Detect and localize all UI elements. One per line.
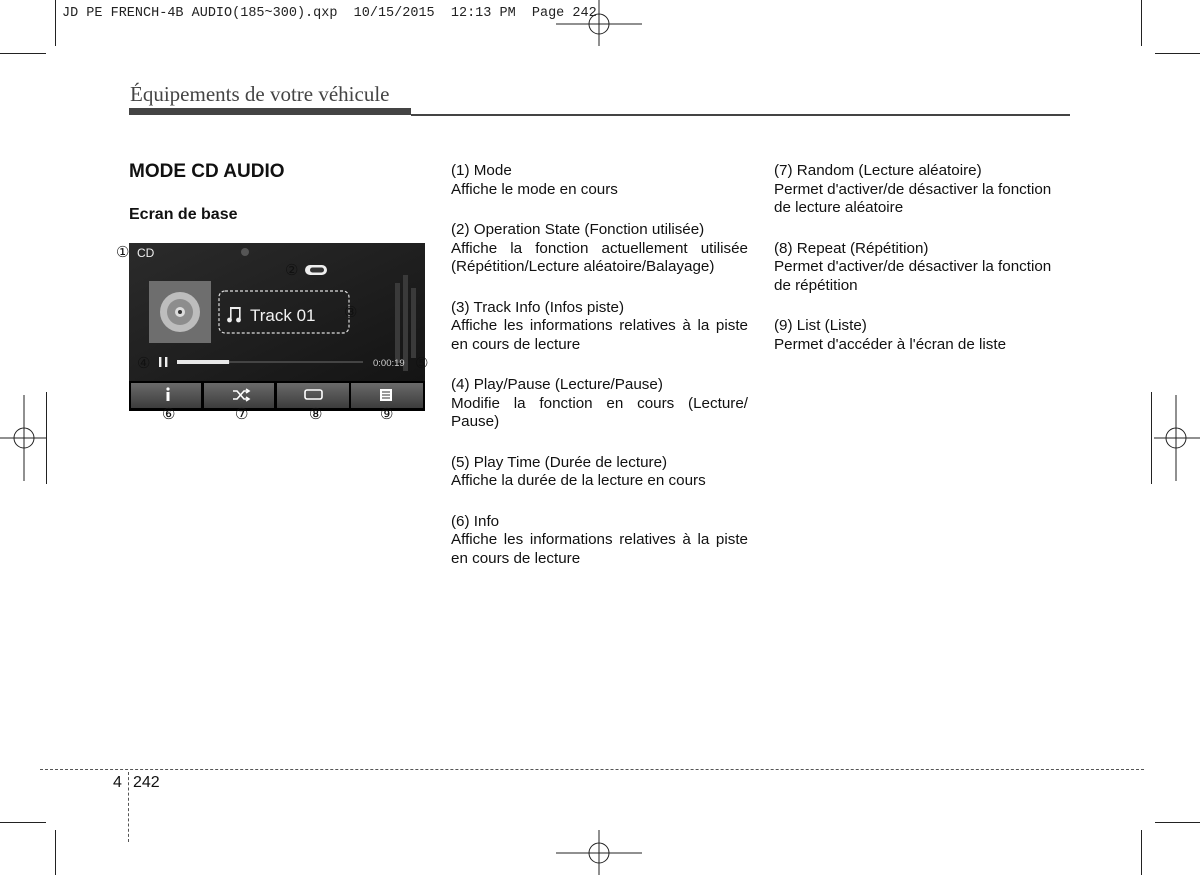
- cd-screen-illustration: [129, 243, 425, 411]
- item-desc: Modifie la fonction en cours (Lecture/ Pause): [451, 394, 748, 430]
- info-button: [131, 383, 201, 408]
- item-title: (3) Track Info (Infos piste): [451, 298, 625, 316]
- callout-2: ②: [285, 262, 299, 279]
- callout-5: ⑤: [415, 355, 429, 372]
- page-number: 242: [133, 774, 160, 791]
- item-desc: Affiche la durée de la lecture en cours: [451, 472, 706, 489]
- desc-item-list: [774, 317, 1071, 354]
- mode-label: CD: [137, 246, 155, 260]
- callout-9: ⑨: [380, 406, 394, 423]
- item-title: (2) Operation State (Fonction utilisée): [451, 221, 705, 238]
- print-slug: JD PE FRENCH-4B AUDIO(185~300).qxp 10/15/2015 12:13 PM Page 242: [62, 6, 597, 21]
- desc-item-operation-state: [451, 221, 748, 277]
- desc-item-play-pause: [451, 376, 748, 432]
- track-title: Track 01: [250, 306, 316, 325]
- desc-item-track-info: [451, 299, 748, 355]
- item-desc: Permet d'activer/de désactiver la fonction de lecture aléatoire: [774, 180, 1052, 216]
- screen-graphics: [129, 243, 425, 411]
- item-desc: Permet d'accéder à l'écran de liste: [774, 335, 1007, 353]
- description-column-1: [451, 162, 748, 590]
- info-icon: [166, 387, 169, 401]
- item-desc: Permet d'activer/de désactiver la fonction de répétition: [774, 258, 1052, 294]
- desc-item-repeat: [774, 240, 1071, 296]
- callout-1: ①: [116, 244, 130, 261]
- callout-7: ⑦: [235, 406, 249, 423]
- play-time: 0:00:19: [373, 358, 405, 369]
- repeat-button: [277, 383, 349, 408]
- item-title: (9) List (Liste): [774, 317, 867, 334]
- callout-6: ⑥: [162, 406, 176, 423]
- item-title: (4) Play/Pause (Lecture/Pause): [451, 376, 663, 393]
- callout-4: ④: [137, 355, 151, 372]
- footer-rule: [40, 769, 1144, 770]
- item-title: (1) Mode: [451, 162, 512, 179]
- desc-item-mode: [451, 162, 748, 199]
- item-desc: Affiche les informations relatives à la piste en cours de lecture: [451, 531, 748, 567]
- item-desc: Affiche les informations relatives à la piste en cours de lecture: [451, 317, 748, 353]
- callout-8: ⑧: [309, 406, 323, 423]
- item-title: (6) Info: [451, 512, 500, 530]
- section-title: Équipements de votre véhicule: [130, 82, 390, 106]
- button-bar: [131, 383, 423, 408]
- item-desc: Affiche le mode en cours: [451, 180, 618, 198]
- item-title: (7) Random (Lecture aléatoire): [774, 162, 982, 179]
- item-desc: Affiche la fonction actuellement utilisée (Répétition/Lecture aléatoire/Balayage): [451, 239, 748, 275]
- page-heading: MODE CD AUDIO: [129, 161, 285, 182]
- status-dot-icon: [241, 248, 249, 256]
- desc-item-random: [774, 162, 1071, 218]
- page-subheading: Ecran de base: [129, 206, 238, 223]
- chapter-number: 4: [113, 774, 122, 791]
- operation-state-icon: [305, 265, 327, 275]
- equalizer-bars: [395, 275, 416, 371]
- callout-3: ③: [344, 304, 358, 321]
- item-title: (5) Play Time (Durée de lecture): [451, 453, 668, 471]
- description-column-2: [774, 162, 1071, 376]
- header-rule-thick: [129, 108, 411, 115]
- progress-bar-fill: [177, 360, 229, 364]
- item-title: (8) Repeat (Répétition): [774, 239, 929, 257]
- cd-disc-icon: [160, 292, 200, 332]
- desc-item-info: [451, 513, 748, 569]
- footer-divider: [128, 772, 129, 842]
- desc-item-play-time: [451, 454, 748, 491]
- header-rule-thin: [411, 114, 1070, 116]
